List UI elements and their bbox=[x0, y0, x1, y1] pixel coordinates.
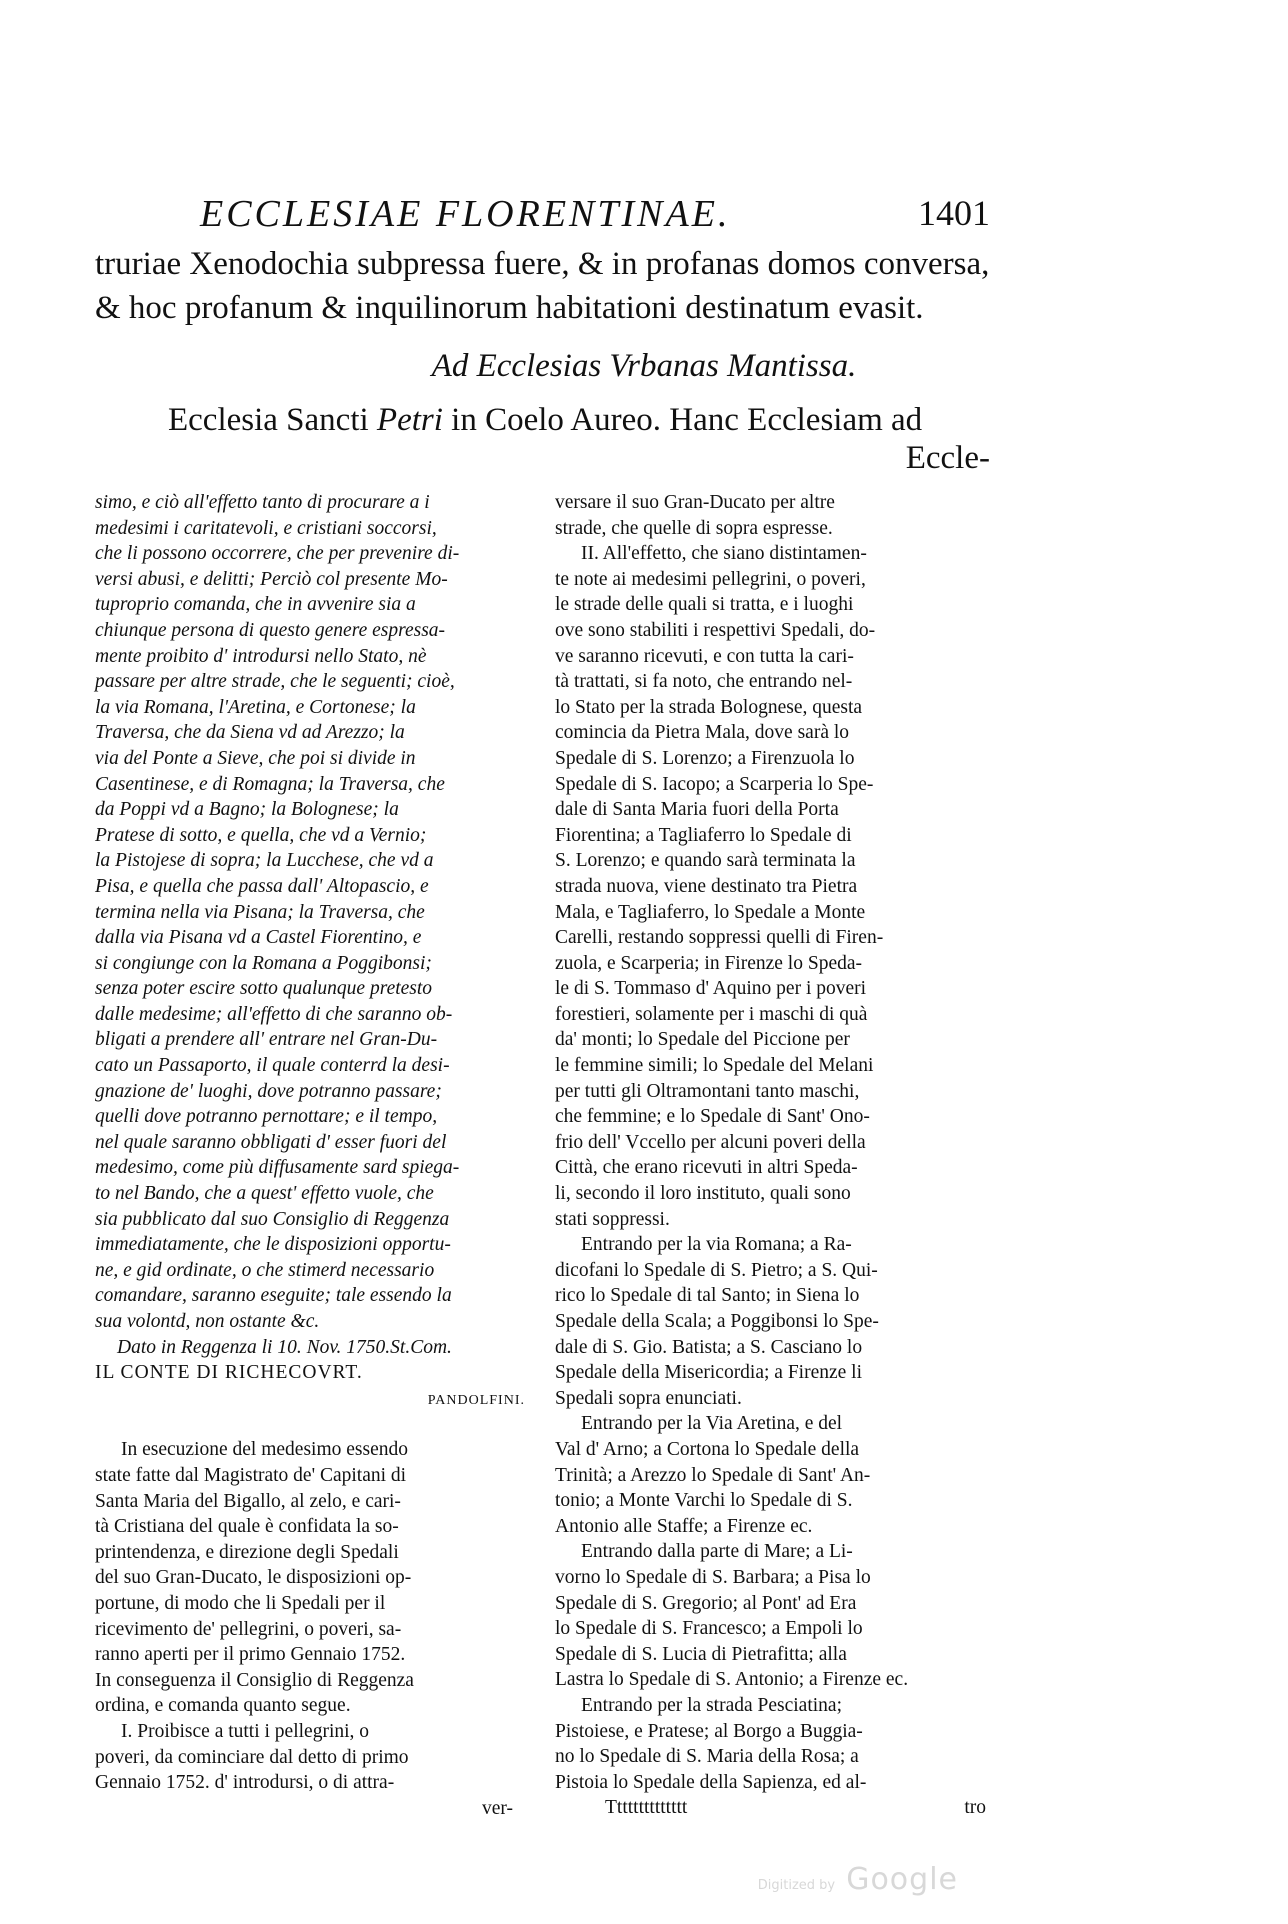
decree-text bbox=[95, 490, 525, 1335]
text-line: la via Romana, l'Aretina, e Cortonese; la bbox=[95, 696, 416, 718]
text-line: si congiunge con la Romana a Poggibonsi; bbox=[95, 952, 432, 974]
left-column bbox=[95, 490, 525, 1821]
text-line: poveri, da cominciare dal detto di primo bbox=[95, 1746, 409, 1768]
text-line: Antonio alle Staffe; a Firenze ec. bbox=[555, 1515, 813, 1537]
signature-mark: Tttttttttttttt bbox=[605, 1797, 688, 1819]
text-line: quelli dove potranno pernottare; e il tempo, bbox=[95, 1106, 438, 1128]
text-line: Pratese di sotto, e quella, che vd a Vernio; bbox=[95, 824, 427, 846]
text-line: ve saranno ricevuti, e con tutta la cari- bbox=[555, 645, 854, 667]
running-title: ECCLESIAE FLORENTINAE. bbox=[200, 193, 731, 235]
text-line: Spedale della Misericordia; a Firenze li bbox=[555, 1362, 863, 1384]
text-line: Gennaio 1752. d' introdursi, o di attra- bbox=[95, 1772, 395, 1794]
text-line: tonio; a Monte Varchi lo Spedale di S. bbox=[555, 1490, 853, 1512]
text-line: Entrando per la via Romana; a Ra- bbox=[581, 1234, 852, 1256]
text-line: che femmine; e lo Spedale di Sant' Ono- bbox=[555, 1106, 870, 1128]
text-line: no lo Spedale di S. Maria della Rosa; a bbox=[555, 1746, 859, 1768]
text-line: le femmine simili; lo Spedale del Melani bbox=[555, 1055, 874, 1077]
text-line: te note ai medesimi pellegrini, o poveri, bbox=[555, 568, 866, 590]
text-line: immediatamente, che le disposizioni opportu- bbox=[95, 1234, 451, 1256]
text-line: Traversa, che da Siena vd ad Arezzo; la bbox=[95, 722, 405, 744]
text-line: Entrando per la Via Aretina, e del bbox=[581, 1413, 843, 1435]
text-line: strada nuova, viene destinato tra Pietra bbox=[555, 875, 858, 897]
page-number: 1401 bbox=[918, 193, 990, 233]
right-body-text bbox=[555, 490, 990, 1795]
text-line: Fiorentina; a Tagliaferro lo Spedale di bbox=[555, 824, 852, 846]
digitized-watermark bbox=[758, 1862, 958, 1897]
text-line: Spedale di S. Iacopo; a Scarperia lo Spe- bbox=[555, 773, 874, 795]
text-line: In esecuzione del medesimo essendo bbox=[121, 1439, 408, 1461]
text-line: Spedale di S. Lorenzo; a Firenzuola lo bbox=[555, 747, 855, 769]
text-line: Carelli, restando soppressi quelli di Firen- bbox=[555, 927, 884, 949]
text-line: da Poppi vd a Bagno; la Bolognese; la bbox=[95, 799, 399, 821]
text-line: frio dell' Vccello per alcuni poveri della bbox=[555, 1131, 866, 1153]
church-name: Petri bbox=[376, 402, 443, 438]
text-line: nel quale saranno obbligati d' esser fuori del bbox=[95, 1131, 447, 1153]
catchword-left: ver- bbox=[481, 1797, 513, 1819]
text-line: dale di Santa Maria fuori della Porta bbox=[555, 799, 839, 821]
text-line: sia pubblicato dal suo Consiglio di Reggenza bbox=[95, 1208, 450, 1230]
text-line: comandare, saranno eseguite; tale essendo la bbox=[95, 1285, 452, 1307]
text-line: Città, che erano ricevuti in altri Speda- bbox=[555, 1157, 858, 1179]
text-line: comincia da Pietra Mala, dove sarà lo bbox=[555, 722, 850, 744]
watermark-small: Digitized by bbox=[757, 1878, 836, 1893]
church-text-start: Ecclesia Sancti bbox=[168, 402, 377, 438]
intro-line: truriae Xenodochia subpressa fuere, & in profanas domos conversa, bbox=[95, 246, 990, 282]
text-line: senza poter escire sotto qualunque pretesto bbox=[95, 978, 433, 1000]
text-line: I. Proibisce a tutti i pellegrini, o bbox=[121, 1720, 370, 1742]
text-line: Mala, e Tagliaferro, lo Spedale a Monte bbox=[555, 901, 866, 923]
text-line: cato un Passaporto, il quale conterrd la desi- bbox=[95, 1055, 450, 1077]
text-line: In conseguenza il Consiglio di Reggenza bbox=[95, 1669, 414, 1691]
text-line: II. All'effetto, che siano distintamen- bbox=[581, 543, 867, 565]
text-line: sua volontd, non ostante &c. bbox=[95, 1311, 320, 1332]
text-line: stati soppressi. bbox=[555, 1208, 670, 1230]
text-line: printendenza, e direzione degli Spedali bbox=[95, 1541, 399, 1563]
page-foot bbox=[555, 1795, 990, 1821]
text-line: zuola, e Scarperia; in Firenze lo Speda- bbox=[555, 952, 863, 974]
text-line: Spedale di S. Lucia di Pietrafitta; alla bbox=[555, 1643, 847, 1665]
left-body-text bbox=[95, 1437, 525, 1795]
text-line: Entrando dalla parte di Mare; a Li- bbox=[581, 1541, 853, 1563]
text-line: portune, di modo che li Spedali per il bbox=[95, 1592, 386, 1614]
text-line: lo Stato per la strada Bolognese, questa bbox=[555, 696, 863, 718]
text-line: tà trattati, si fa noto, che entrando nel- bbox=[555, 671, 853, 693]
text-line: vorno lo Spedale di S. Barbara; a Pisa lo bbox=[555, 1566, 871, 1588]
mantissa-heading: Ad Ecclesias Vrbanas Mantissa. bbox=[431, 348, 857, 384]
right-column bbox=[555, 490, 990, 1821]
text-line: tuproprio comanda, che in avvenire sia a bbox=[95, 594, 416, 616]
text-line: mente proibito d' introdursi nello Stato, nè bbox=[95, 645, 427, 667]
text-line: le strade delle quali si tratta, e i luoghi bbox=[555, 594, 854, 616]
text-line: Casentinese, e di Romagna; la Traversa, che bbox=[95, 773, 445, 795]
text-line: le di S. Tommaso d' Aquino per i poveri bbox=[555, 978, 867, 1000]
text-line: S. Lorenzo; e quando sarà terminata la bbox=[555, 850, 856, 872]
text-line: Spedale della Scala; a Poggibonsi lo Spe- bbox=[555, 1311, 879, 1332]
text-line: bligati a prendere all' entrare nel Gran-Du- bbox=[95, 1029, 438, 1051]
text-line: Trinità; a Arezzo lo Spedale di Sant' An- bbox=[555, 1464, 871, 1486]
text-line: ricevimento de' pellegrini, o poveri, sa- bbox=[95, 1618, 402, 1640]
intro-paragraph bbox=[95, 242, 995, 330]
text-line: Santa Maria del Bigallo, al zelo, e cari- bbox=[95, 1490, 401, 1512]
text-line: via del Ponte a Sieve, che poi si divide in bbox=[95, 747, 416, 769]
text-line: Lastra lo Spedale di S. Antonio; a Firenze ec. bbox=[555, 1669, 909, 1691]
text-line: ordina, e comanda quanto segue. bbox=[95, 1695, 351, 1717]
text-line: chiunque persona di questo genere espressa- bbox=[95, 619, 446, 641]
decree-date: Dato in Reggenza li 10. Nov. 1750.St.Com. bbox=[117, 1336, 452, 1358]
text-line: Spedali sopra enunciati. bbox=[555, 1387, 742, 1409]
text-line: lo Spedale di S. Francesco; a Empoli lo bbox=[555, 1618, 863, 1640]
text-line: ranno aperti per il primo Gennaio 1752. bbox=[95, 1644, 406, 1666]
text-line: Pistoia lo Spedale della Sapienza, ed al- bbox=[555, 1771, 867, 1793]
text-line: ove sono stabiliti i respettivi Spedali, do- bbox=[555, 619, 876, 641]
text-line: dale di S. Gio. Batista; a S. Casciano lo bbox=[555, 1336, 863, 1358]
text-line: versi abusi, e delitti; Perciò col presente Mo- bbox=[95, 568, 448, 590]
text-line: tà Cristiana del quale è confidata la so- bbox=[95, 1516, 399, 1538]
text-line: simo, e ciò all'effetto tanto di procurare a i bbox=[95, 492, 430, 513]
text-line: dalla via Pisana vd a Castel Fiorentino, e bbox=[95, 927, 422, 949]
text-line: termina nella via Pisana; la Traversa, che bbox=[95, 901, 425, 923]
text-line: forestieri, solamente per i maschi di quà bbox=[555, 1003, 868, 1025]
text-line: to nel Bando, che a quest' effetto vuole, che bbox=[95, 1183, 434, 1205]
text-line: medesimi i caritatevoli, e cristiani soccorsi, bbox=[95, 517, 437, 539]
text-line: Pistoiese, e Pratese; al Borgo a Buggia- bbox=[555, 1720, 863, 1742]
church-entry bbox=[168, 398, 988, 442]
text-line: Val d' Arno; a Cortona lo Spedale della bbox=[555, 1438, 860, 1460]
text-line: state fatte dal Magistrato de' Capitani di bbox=[95, 1464, 407, 1486]
text-line: del suo Gran-Ducato, le disposizioni op- bbox=[95, 1567, 412, 1589]
text-line: Pisa, e quella che passa dall' Altopascio, e bbox=[95, 875, 429, 897]
text-line: strade, che quelle di sopra espresse. bbox=[555, 517, 833, 539]
text-line: li, secondo il loro instituto, quali sono bbox=[555, 1183, 851, 1205]
running-head bbox=[200, 192, 990, 242]
catchword-right: tro bbox=[964, 1797, 986, 1819]
watermark-logo: Google bbox=[846, 1862, 958, 1897]
decree-signer: IL CONTE DI RICHECOVRT. bbox=[95, 1362, 363, 1384]
text-line: da' monti; lo Spedale del Piccione per bbox=[555, 1029, 850, 1051]
church-text-end: in Coelo Aureo. Hanc Ecclesiam ad bbox=[442, 402, 923, 438]
text-line: passare per altre strade, che le seguenti; cioè, bbox=[95, 671, 455, 693]
text-line: rico lo Spedale di tal Santo; in Siena lo bbox=[555, 1285, 860, 1307]
text-line: dicofani lo Spedale di S. Pietro; a S. Qui- bbox=[555, 1259, 878, 1281]
text-line: per tutti gli Oltramontani tanto maschi, bbox=[555, 1080, 860, 1102]
text-line: Entrando per la strada Pesciatina; bbox=[581, 1694, 842, 1716]
text-line: ne, e gid ordinate, o che stimerd necessario bbox=[95, 1259, 435, 1281]
text-line: che li possono occorrere, che per prevenire di- bbox=[95, 543, 460, 565]
text-line: la Pistojese di sopra; la Lucchese, che vd a bbox=[95, 850, 434, 872]
catchword-top: Eccle- bbox=[905, 440, 990, 476]
text-line: Spedale di S. Gregorio; al Pont' ad Era bbox=[555, 1592, 857, 1614]
intro-line: & hoc profanum & inquilinorum habitationi destinatum evasit. bbox=[95, 290, 924, 326]
text-line: dalle medesime; all'effetto di che saranno ob- bbox=[95, 1003, 453, 1025]
text-line: medesimo, come più diffusamente sard spiega- bbox=[95, 1157, 460, 1179]
decree-cosigner: PANDOLFINI. bbox=[427, 1392, 525, 1408]
text-line: versare il suo Gran-Ducato per altre bbox=[555, 492, 835, 513]
text-line: gnazione de' luoghi, dove potranno passare; bbox=[95, 1080, 442, 1102]
